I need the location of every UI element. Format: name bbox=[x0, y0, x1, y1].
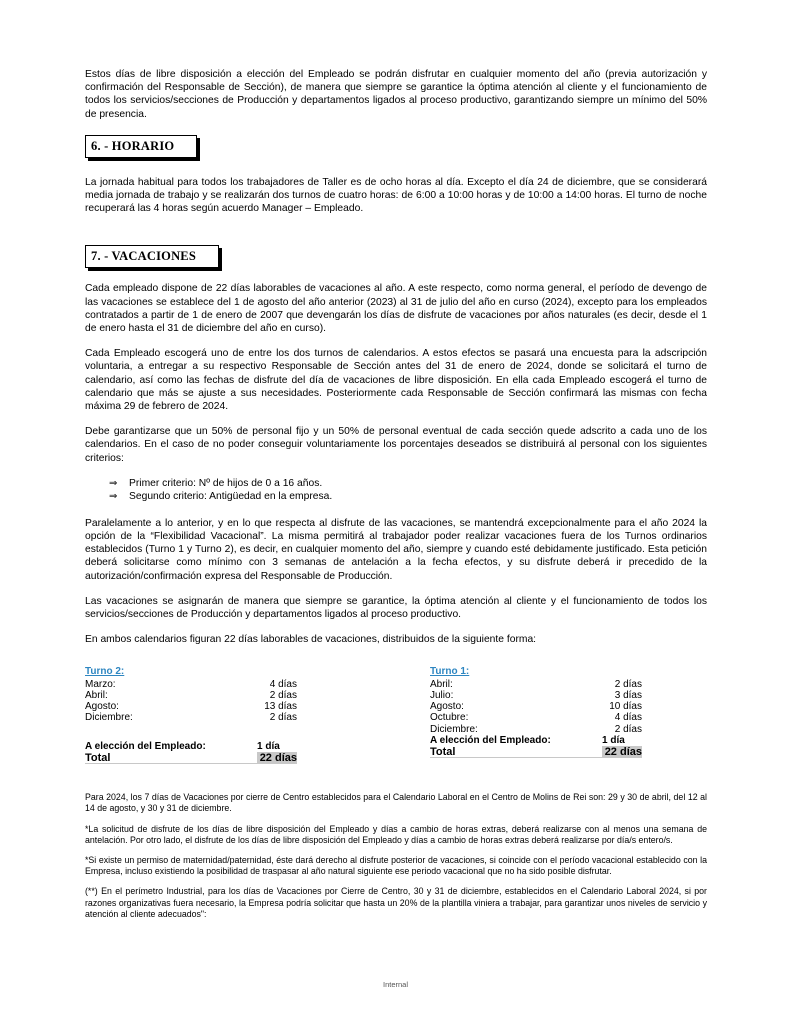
criteria-text: Segundo criterio: Antigüedad en la empresa. bbox=[129, 490, 333, 502]
vacaciones-paragraph-5: Las vacaciones se asignarán de manera que siempre se garantice, la óptima atención al cliente y el funcionamiento de todos los servicios/secciones de Producción y departamentos ligados al proceso productivo. bbox=[85, 595, 707, 621]
turno-2-table bbox=[85, 666, 297, 764]
note-maternidad: *Si existe un permiso de maternidad/paternidad, éste dará derecho al disfrute posterior de vacaciones, si coincide con el período vacacional establecido con la Empresa, incluso existiendo la posibilidad de traspasar al año natural siguiente ese periodo vacacional que no ha sido posible disfrutar. bbox=[85, 855, 707, 877]
note-libre-disposicion: *La solicitud de disfrute de los días de libre disposición del Empleado y días a cambio de horas extras, deberá realizarse con al menos una semana de antelación. Por otro lado, el disfrute de los días de libre disposición del Empleado y días a cambio de horas extras deberá realizarse por día/s entero/s. bbox=[85, 823, 707, 845]
turno-1-title: Turno 1: bbox=[430, 666, 470, 678]
criteria-text: Primer criterio: Nº de hijos de 0 a 16 años. bbox=[129, 477, 323, 489]
month-label: Agosto: bbox=[430, 701, 464, 713]
table-row bbox=[85, 712, 297, 723]
month-label: Abril: bbox=[430, 678, 453, 690]
intro-paragraph: Estos días de libre disposición a elección del Empleado se podrán disfrutar en cualquier momento del año (previa autorización y confirmación del Responsable de Sección), de manera que siempre se garantice la óptima atención al cliente y el funcionamiento de todos los servicios/secciones de Producción y departamentos ligados al proceso productivo, garantizando siempre un mínimo del 50% de presencia. bbox=[85, 69, 707, 120]
table-row bbox=[430, 724, 642, 735]
choice-label: A elección del Empleado: bbox=[430, 734, 551, 746]
footer-classification: Internal bbox=[382, 980, 409, 989]
month-label: Julio: bbox=[430, 689, 454, 701]
days-value: 2 días bbox=[614, 678, 642, 690]
double-arrow-icon: ⇒ bbox=[109, 477, 118, 489]
section-heading-horario: 6. - HORARIO bbox=[85, 135, 197, 158]
month-label: Octubre: bbox=[430, 712, 469, 724]
table-row bbox=[85, 690, 297, 701]
total-label: Total bbox=[430, 746, 602, 759]
vacaciones-paragraph-2: Cada Empleado escogerá uno de entre los dos turnos de calendarios. A estos efectos se pasará una encuesta para la adscripción voluntaria, a entregar a su respectivo Responsable de Sección antes del 31 de enero de 2024, donde se solicitará el turno de calendario, así como las fechas de disfrute del día de vacaciones de libre disposición. En ella cada Empleado escogerá el turno de calendario que más se ajuste a sus necesidades. Posteriormente cada Responsable de Sección confirmará las mismas con fecha máxima 29 de febrero de 2024. bbox=[85, 348, 707, 413]
vacaciones-paragraph-1: Cada empleado dispone de 22 días laborables de vacaciones al año. A este respecto, como norma general, el período de devengo de las vacaciones se establece del 1 de agosto del año anterior (2023) al 31 de julio del año en curso (2024), excepto para los empleados contratados a partir de 1 de enero de 2007 que devengarán los días de disfrute de vacaciones por años naturales (es decir, desde el 1 de enero hasta el 31 de diciembre del año en curso). bbox=[85, 283, 707, 335]
table-row bbox=[85, 679, 297, 690]
days-value: 4 días bbox=[614, 712, 642, 724]
days-value: 4 días bbox=[269, 678, 297, 690]
total-days: 22 días bbox=[602, 746, 642, 759]
turnos-tables bbox=[85, 666, 707, 764]
table-row bbox=[430, 679, 642, 690]
days-value: 2 días bbox=[614, 723, 642, 735]
month-label: Diciembre: bbox=[85, 712, 133, 724]
vacaciones-paragraph-3: Debe garantizarse que un 50% de personal fijo y un 50% de personal eventual de cada sección quede adscrito a cada uno de los calendarios. En el caso de no poder conseguir voluntariamente los porcentajes deseados se distribuirá al personal con los siguientes criterios: bbox=[85, 426, 707, 464]
total-days: 22 días bbox=[257, 752, 297, 765]
table-row bbox=[85, 701, 297, 712]
month-label: Marzo: bbox=[85, 678, 116, 690]
days-value: 2 días bbox=[269, 689, 297, 701]
table-row bbox=[430, 712, 642, 723]
table-row-choice bbox=[430, 735, 642, 746]
horario-paragraph: La jornada habitual para todos los trabajadores de Taller es de ocho horas al día. Excepto el día 24 de diciembre, que se considerará media jornada de trabajo y se realizarán dos turnos de cuatro horas: de 6:00 a 10:00 horas y de 10:00 a 14:00 horas. El turno de noche recuperará las 4 horas según acuerdo Manager – Empleado. bbox=[85, 176, 707, 215]
table-row bbox=[430, 690, 642, 701]
month-label: Agosto: bbox=[85, 701, 119, 713]
turno-1-table bbox=[430, 666, 642, 764]
note-cierre-centro: Para 2024, los 7 días de Vacaciones por cierre de Centro establecidos para el Calendario Laboral en el Centro de Molins de Rei son: 29 y 30 de abril, del 12 al 14 de agosto, y 30 y 31 de diciembre. bbox=[85, 792, 707, 814]
document-page bbox=[85, 68, 707, 929]
choice-days: 1 día bbox=[602, 734, 625, 746]
section-7 bbox=[85, 245, 707, 268]
days-value: 13 días bbox=[264, 701, 297, 713]
month-label: Abril: bbox=[85, 689, 108, 701]
vacaciones-paragraph-4: Paralelamente a lo anterior, y en lo que respecta al disfrute de las vacaciones, se mantendrá excepcionalmente para el año 2024 la opción de la “Flexibilidad Vacacional”. La misma permitirá al trabajador poder realizar vacaciones fuera de los Turnos ordinarios establecidos (Turno 1 y Turno 2), es decir, en cualquier momento del año, siempre y cuando esté debidamente justificado. Esta petición deberá solicitarse como mínimo con 3 semanas de antelación a la fecha efectos, y su disfrute deberá ir precedido de la autorización/confirmación expresa del Responsable de Producción. bbox=[85, 517, 707, 582]
table-row-total bbox=[85, 752, 297, 765]
section-heading-vacaciones: 7. - VACACIONES bbox=[85, 245, 219, 268]
total-label: Total bbox=[85, 752, 257, 765]
month-label: Diciembre: bbox=[430, 723, 478, 735]
section-6 bbox=[85, 135, 707, 158]
list-item bbox=[109, 477, 707, 490]
turno-2-title: Turno 2: bbox=[85, 666, 125, 678]
table-row-total bbox=[430, 746, 642, 759]
choice-days: 1 día bbox=[257, 740, 280, 752]
double-arrow-icon: ⇒ bbox=[109, 490, 118, 502]
table-row bbox=[430, 701, 642, 712]
vacaciones-paragraph-6: En ambos calendarios figuran 22 días laborables de vacaciones, distribuidos de la siguiente forma: bbox=[85, 634, 537, 646]
note-perimetro-industrial: (**) En el perímetro Industrial, para los días de Vacaciones por Cierre de Centro, 30 y 31 de diciembre, establecidos en el Calendario Laboral 2024, si por razones organizativas fuera necesario, la Empresa podría solicitar que hasta un 20% de la plantilla viniera a trabajar, para garantizar unos niveles de servicio y atención al cliente adecuados": bbox=[85, 886, 707, 919]
days-value: 2 días bbox=[269, 712, 297, 724]
table-row-choice bbox=[85, 741, 297, 752]
list-item bbox=[109, 490, 707, 503]
days-value: 10 días bbox=[609, 701, 642, 713]
days-value: 3 días bbox=[614, 689, 642, 701]
criteria-list bbox=[109, 477, 707, 503]
choice-label: A elección del Empleado: bbox=[85, 740, 206, 752]
